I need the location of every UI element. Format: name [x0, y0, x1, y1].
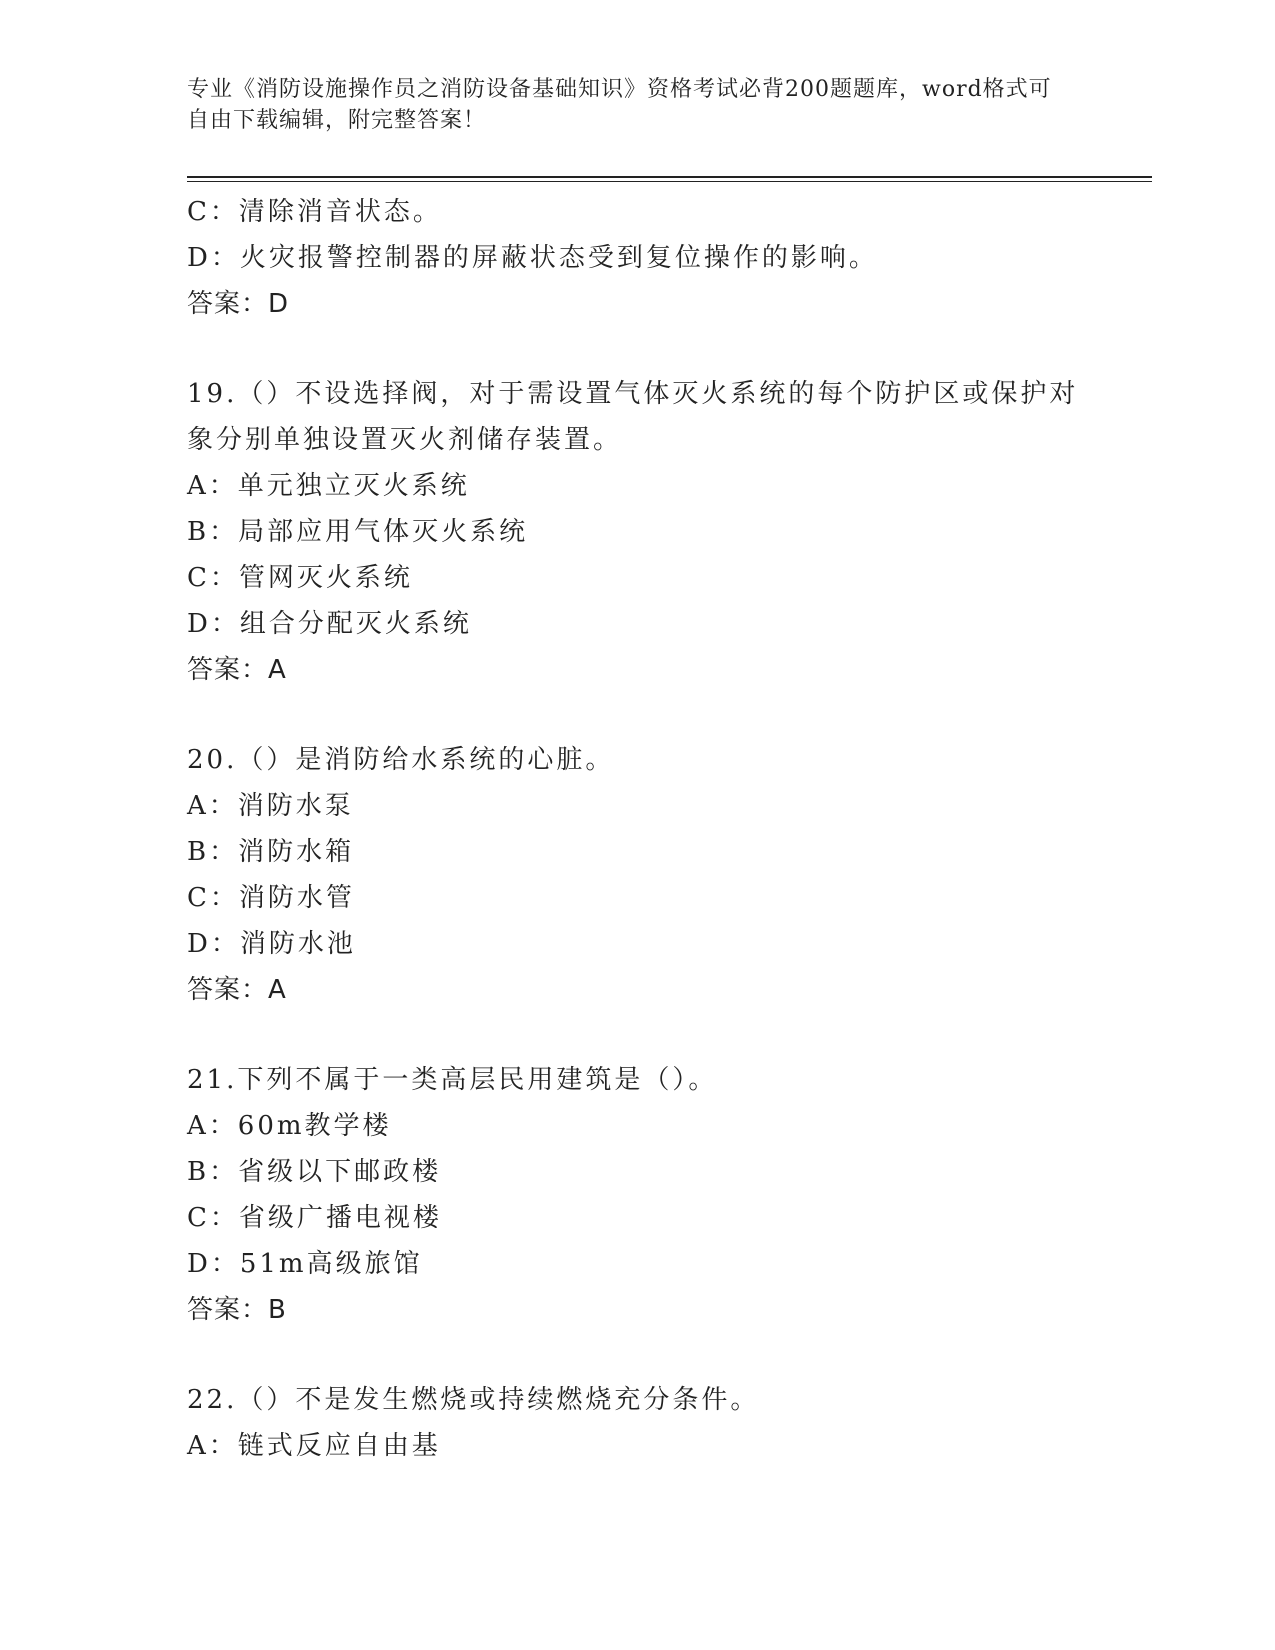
question-list: [187, 189, 1087, 1469]
answer-line: 答案：A: [187, 655, 287, 685]
option-c: C：清除消音状态。: [187, 197, 442, 227]
question-18-continued: [187, 189, 1087, 327]
document-header: [187, 74, 1067, 136]
spacer: [187, 327, 1087, 371]
option-a: A：链式反应自由基: [187, 1431, 441, 1461]
header-divider-thick: [187, 176, 1152, 178]
header-text: 专业《消防设施操作员之消防设备基础知识》资格考试必背200题题库，word格式可自由下载编辑，附完整答案！: [187, 77, 1052, 133]
option-a: A：单元独立灭火系统: [187, 471, 470, 501]
option-c: C：管网灭火系统: [187, 563, 413, 593]
question-20: [187, 737, 1087, 1013]
option-c: C：省级广播电视楼: [187, 1203, 442, 1233]
option-c: C：消防水管: [187, 883, 355, 913]
answer-line: 答案：D: [187, 289, 290, 319]
option-a: A：消防水泵: [187, 791, 354, 821]
spacer: [187, 1013, 1087, 1057]
option-a: A：60m教学楼: [187, 1111, 392, 1141]
option-d: D：51m高级旅馆: [187, 1249, 423, 1279]
answer-line: 答案：B: [187, 1295, 287, 1325]
option-b: B：消防水箱: [187, 837, 355, 867]
header-divider-thin: [187, 181, 1152, 182]
option-b: B：局部应用气体灭火系统: [187, 517, 529, 547]
question-stem: 22.（）不是发生燃烧或持续燃烧充分条件。: [187, 1385, 760, 1415]
question-22: [187, 1377, 1087, 1469]
question-19: [187, 371, 1087, 693]
spacer: [187, 1333, 1087, 1377]
answer-line: 答案：A: [187, 975, 287, 1005]
question-stem: 19.（）不设选择阀，对于需设置气体灭火系统的每个防护区或保护对: [187, 379, 1079, 409]
spacer: [187, 693, 1087, 737]
option-d: D：消防水池: [187, 929, 356, 959]
option-d: D：火灾报警控制器的屏蔽状态受到复位操作的影响。: [187, 243, 878, 273]
question-stem: 21.下列不属于一类高层民用建筑是（）。: [187, 1065, 718, 1095]
option-d: D：组合分配灭火系统: [187, 609, 472, 639]
question-stem: 20.（）是消防给水系统的心脏。: [187, 745, 615, 775]
question-stem-continued: 象分别单独设置灭火剂储存装置。: [187, 425, 623, 455]
question-21: [187, 1057, 1087, 1333]
option-b: B：省级以下邮政楼: [187, 1157, 442, 1187]
